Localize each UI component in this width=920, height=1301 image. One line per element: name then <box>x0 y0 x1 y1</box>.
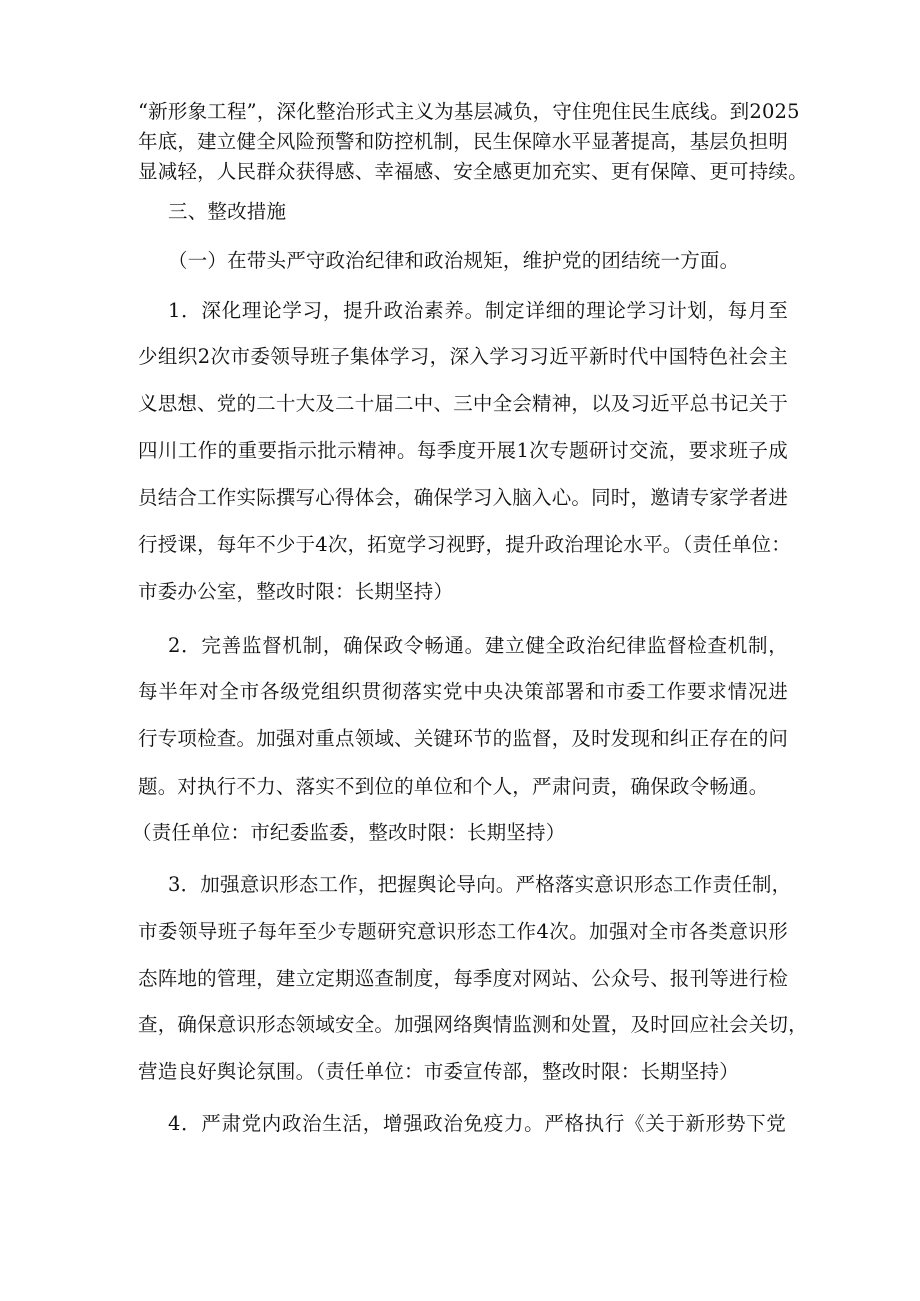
section-heading-text: 三、整改措施 <box>168 200 287 223</box>
line-text: 3．加强意识形态工作，把握舆论导向。严格落实意识形态工作责任制， <box>168 873 792 896</box>
line-text: 营造良好舆论氛围。（责任单位：市委宣传部，整改时限：长期坚持） <box>138 1060 739 1083</box>
text-line <box>0 127 920 157</box>
text-line <box>0 870 920 900</box>
text-line <box>0 631 920 661</box>
line-text: 行授课，每年不少于4次，拓宽学习视野，提升政治理论水平。（责任单位： <box>138 533 791 556</box>
text-line <box>0 1010 920 1040</box>
line-text: （责任单位：市纪委监委，整改时限：长期坚持） <box>132 821 566 844</box>
line-text: 1．深化理论学习，提升政治素养。制定详细的理论学习计划，每月至 <box>168 299 788 322</box>
line-text: 少组织2次市委领导班子集体学习，深入学习习近平新时代中国特色社会主 <box>138 345 788 368</box>
text-line <box>0 97 920 127</box>
text-line <box>0 964 920 994</box>
text-line <box>0 1109 920 1139</box>
text-line <box>0 436 920 466</box>
text-line <box>0 296 920 326</box>
text-line <box>0 530 920 560</box>
text-line <box>0 157 920 187</box>
subsection-heading-text: （一）在带头严守政治纪律和政治规矩，维护党的团结统一方面。 <box>168 249 740 272</box>
text-line <box>0 483 920 513</box>
line-text: 每半年对全市各级党组织贯彻落实党中央决策部署和市委工作要求情况进 <box>138 680 788 703</box>
line-text: 态阵地的管理，建立定期巡查制度，每季度对网站、公众号、报刊等进行检 <box>138 967 789 990</box>
line-text: 2．完善监督机制，确保政令畅通。建立健全政治纪律监督检查机制， <box>168 634 788 657</box>
section-heading <box>0 197 920 227</box>
line-text: 显减轻，人民群众获得感、幸福感、安全感更加充实、更有保障、更可持续。 <box>138 160 808 183</box>
text-line <box>0 724 920 754</box>
text-line <box>0 1057 920 1087</box>
line-text: 市委领导班子每年至少专题研究意识形态工作4次。加强对全市各类意识形 <box>138 920 788 943</box>
text-line <box>0 577 920 607</box>
text-line <box>0 342 920 372</box>
line-text: 员结合工作实际撰写心得体会，确保学习入脑入心。同时，邀请专家学者进 <box>138 486 789 509</box>
text-line <box>0 389 920 419</box>
text-line <box>0 818 920 848</box>
line-text: 四川工作的重要指示批示精神。每季度开展1次专题研讨交流，要求班子成 <box>138 439 788 462</box>
text-line <box>0 772 920 802</box>
line-text: 题。对执行不力、落实不到位的单位和个人，严肃问责，确保政令畅通。 <box>138 775 769 798</box>
text-line <box>0 917 920 947</box>
subsection-heading <box>0 246 920 276</box>
line-text: 4．严肃党内政治生活，增强政治免疫力。严格执行《关于新形势下党 <box>168 1112 786 1135</box>
line-text: “新形象工程”，深化整治形式主义为基层减负，守住兜住民生底线。到2025 <box>138 100 800 123</box>
text-line <box>0 677 920 707</box>
line-text: 年底，建立健全风险预警和防控机制，民生保障水平显著提高，基层负担明 <box>138 130 789 153</box>
line-text: 行专项检查。加强对重点领域、关键环节的监督，及时发现和纠正存在的问 <box>138 727 789 750</box>
line-text: 查，确保意识形态领域安全。加强网络舆情监测和处置，及时回应社会关切， <box>138 1013 808 1036</box>
line-text: 市委办公室，整改时限：长期坚持） <box>138 580 454 603</box>
line-text: 义思想、党的二十大及二十届二中、三中全会精神，以及习近平总书记关于 <box>138 392 789 415</box>
